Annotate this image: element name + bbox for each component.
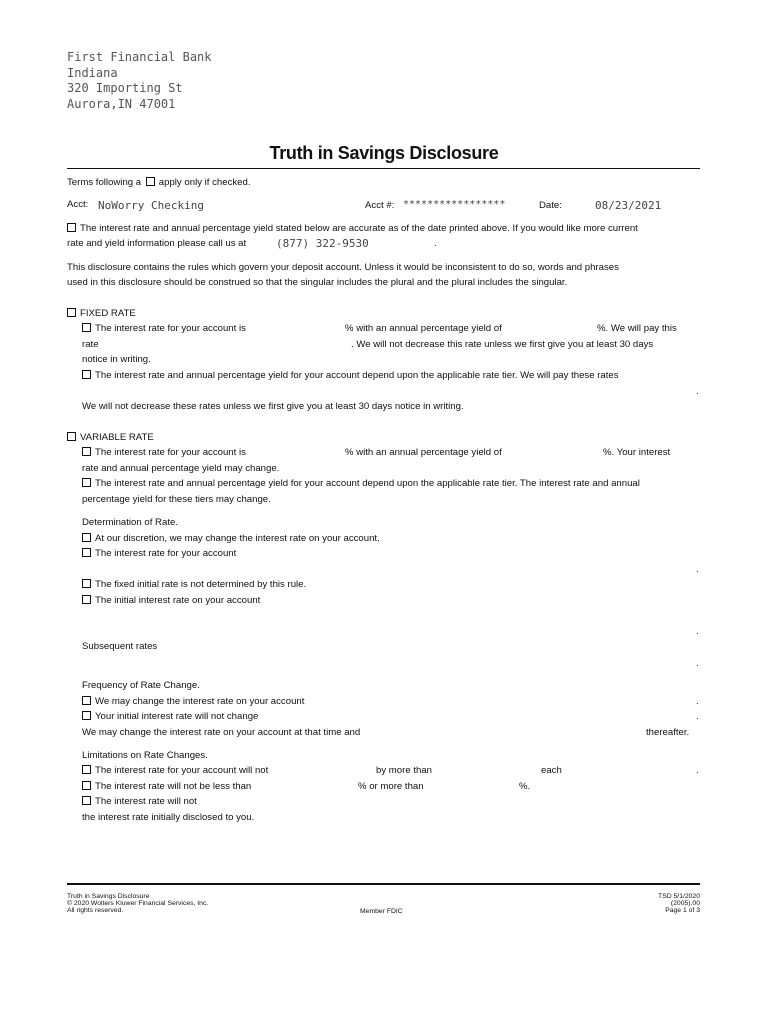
determination-line-a	[82, 533, 380, 544]
fixed-e: We will not decrease these rates unless we first give you at least 30 days notice in writing.	[82, 401, 464, 412]
variable-a2: % with an annual percentage yield of	[345, 447, 502, 458]
fixed-d: The interest rate and annual percentage yield for your account depend upon the applicable rate tier. We will pay these rates	[95, 370, 619, 381]
frequency-b-checkbox[interactable]	[82, 711, 91, 720]
variable-rate-label: VARIABLE RATE	[80, 432, 154, 443]
intro-line-1	[67, 223, 638, 234]
frequency-a: We may change the interest rate on your account	[95, 696, 305, 707]
frequency-dot-1: .	[696, 696, 699, 707]
determination-dot-1: .	[696, 564, 699, 575]
fixed-a1: The interest rate for your account is	[95, 323, 246, 334]
variable-c-checkbox[interactable]	[82, 478, 91, 487]
footer-left	[67, 893, 208, 914]
intro-period: .	[434, 238, 437, 249]
frequency-dot-2: .	[696, 711, 699, 722]
footer-form-version: (2005).00	[670, 900, 700, 907]
account-name-field[interactable]: NoWorry Checking	[98, 199, 204, 212]
determination-b-checkbox[interactable]	[82, 548, 91, 557]
determination-c: The fixed initial rate is not determined by this rule.	[95, 579, 307, 590]
determination-c-checkbox[interactable]	[82, 579, 91, 588]
determination-dot-2: .	[696, 626, 699, 637]
limitations-b3: %.	[519, 781, 531, 792]
fixed-dot: .	[696, 386, 699, 397]
limitations-b-checkbox[interactable]	[82, 781, 91, 790]
limitations-a2: by more than	[376, 765, 432, 776]
fixed-rate-label: FIXED RATE	[80, 308, 136, 319]
bank-street: 320 Importing St	[67, 81, 183, 95]
fixed-a-checkbox[interactable]	[82, 323, 91, 332]
variable-line-c	[82, 478, 640, 489]
footer-right	[600, 893, 700, 914]
footer-rule	[67, 883, 700, 885]
determination-d-checkbox[interactable]	[82, 595, 91, 604]
frequency-a-checkbox[interactable]	[82, 696, 91, 705]
footer-member-fdic: Member FDIC	[360, 908, 403, 915]
variable-a1: The interest rate for your account is	[95, 447, 246, 458]
bank-name: First Financial Bank	[67, 50, 212, 64]
page-title: Truth in Savings Disclosure	[269, 143, 499, 163]
frequency-b: Your initial interest rate will not change	[95, 711, 259, 722]
acct-label: Acct:	[67, 199, 89, 210]
limitations-d: the interest rate initially disclosed to you.	[82, 812, 255, 823]
variable-rate-checkbox[interactable]	[67, 432, 76, 441]
footer-form-name: Truth in Savings Disclosure	[67, 893, 150, 900]
variable-c: The interest rate and annual percentage yield for your account depend upon the applicable rate tier. The interest rate and annual	[95, 478, 640, 489]
frequency-heading: Frequency of Rate Change.	[82, 680, 200, 691]
fixed-line-d	[82, 370, 619, 381]
date-label: Date:	[539, 200, 562, 211]
acct-number-label: Acct #:	[365, 200, 395, 211]
fixed-d-checkbox[interactable]	[82, 370, 91, 379]
limitations-c-checkbox[interactable]	[82, 796, 91, 805]
footer-page-number: Page 1 of 3	[665, 907, 700, 914]
determination-line-c	[82, 579, 306, 590]
determination-a: At our discretion, we may change the interest rate on your account.	[95, 533, 380, 544]
determination-b: The interest rate for your account	[95, 548, 237, 559]
variable-a-checkbox[interactable]	[82, 447, 91, 456]
footer-copyright: © 2020 Wolters Kluwer Financial Services, Inc.	[67, 900, 209, 907]
phone-field[interactable]: (877) 322-9530	[276, 237, 369, 250]
fixed-b1: rate	[82, 339, 99, 350]
variable-b: rate and annual percentage yield may change.	[82, 463, 280, 474]
terms-before: Terms following a	[67, 177, 142, 188]
limitations-c: The interest rate will not	[95, 796, 197, 807]
determination-line-d	[82, 595, 260, 606]
determination-heading: Determination of Rate.	[82, 517, 178, 528]
limitations-b1: The interest rate will not be less than	[95, 781, 252, 792]
bank-city: Aurora,IN 47001	[67, 96, 176, 111]
fixed-b2: . We will not decrease this rate unless we first give you at least 30 days	[351, 339, 654, 350]
date-field[interactable]: 08/23/2021	[595, 199, 662, 212]
limitations-dot: .	[696, 765, 699, 776]
limitations-b2: % or more than	[358, 781, 424, 792]
variable-rate-heading	[67, 432, 154, 443]
limitations-a-checkbox[interactable]	[82, 765, 91, 774]
fixed-rate-heading	[67, 308, 136, 319]
fixed-line-a	[82, 323, 246, 334]
variable-d: percentage yield for these tiers may change.	[82, 494, 271, 505]
limitations-heading: Limitations on Rate Changes.	[82, 750, 208, 761]
bank-address	[67, 50, 212, 112]
intro-checkbox[interactable]	[67, 223, 76, 232]
determination-line-b	[82, 548, 236, 559]
fixed-a3: %. We will pay this	[597, 323, 677, 334]
bank-state: Indiana	[67, 65, 118, 80]
title-rule	[67, 168, 700, 169]
fixed-a2: % with an annual percentage yield of	[345, 323, 502, 334]
frequency-line-a	[82, 696, 304, 707]
intro-text-1: The interest rate and annual percentage yield stated below are accurate as of the date printed above. If you would like more current	[80, 223, 638, 234]
determination-dot-3: .	[696, 658, 699, 669]
variable-a3: %. Your interest	[603, 447, 671, 458]
footer-rights: All rights reserved.	[67, 907, 124, 914]
subsequent-rates: Subsequent rates	[82, 641, 158, 652]
frequency-c1: We may change the interest rate on your account at that time and	[82, 727, 361, 738]
limitations-a3: each	[541, 765, 562, 776]
fixed-rate-checkbox[interactable]	[67, 308, 76, 317]
terms-note	[67, 177, 251, 188]
limitations-line-c	[82, 796, 197, 807]
frequency-line-b	[82, 711, 258, 722]
limitations-line-b	[82, 781, 251, 792]
checkbox-sample	[146, 177, 155, 186]
terms-after: apply only if checked.	[158, 177, 251, 188]
determination-d: The initial interest rate on your account	[95, 595, 261, 606]
account-number-field[interactable]: *****************	[403, 199, 506, 210]
footer-form-code: TSD 5/1/2020	[658, 893, 700, 900]
rules-line-1: This disclosure contains the rules which govern your deposit account. Unless it would be inconsistent to do so, words and phrases	[67, 262, 619, 273]
determination-a-checkbox[interactable]	[82, 533, 91, 542]
limitations-line-a	[82, 765, 268, 776]
limitations-a1: The interest rate for your account will not	[95, 765, 269, 776]
frequency-c2: thereafter.	[646, 727, 690, 738]
intro-line-2: rate and yield information please call us at	[67, 238, 247, 249]
fixed-c: notice in writing.	[82, 354, 151, 365]
rules-line-2: used in this disclosure should be construed so that the singular includes the plural and the plural includes the singular.	[67, 277, 568, 288]
variable-line-a	[82, 447, 246, 458]
